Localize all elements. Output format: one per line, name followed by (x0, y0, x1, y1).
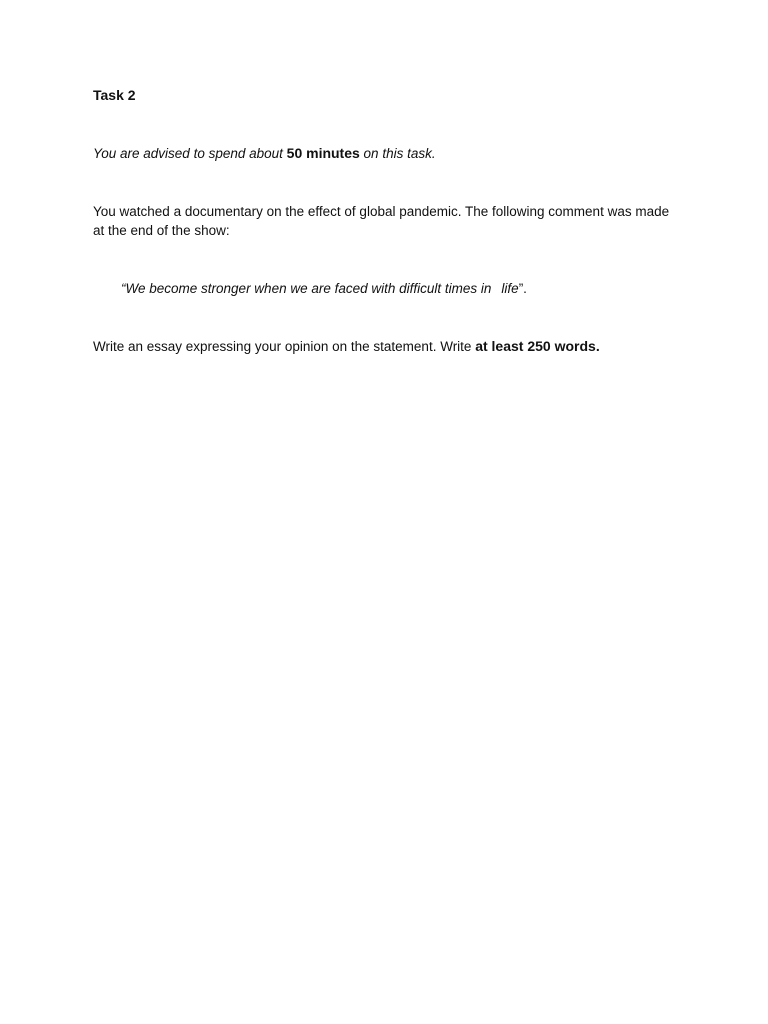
essay-instruction (93, 337, 683, 356)
time-advice (93, 144, 683, 163)
quote-open-mark: “ (121, 281, 126, 296)
time-advice-suffix: on this task. (359, 146, 436, 161)
task-title: Task 2 (93, 87, 136, 103)
task-context: You watched a documentary on the effect of global pandemic. The following comment was made at the end of the show: (93, 204, 670, 238)
time-advice-duration: 50 minutes (286, 145, 360, 161)
quoted-statement (121, 279, 711, 298)
quote-close-mark: ”. (518, 281, 527, 296)
quote-text-end: life (501, 281, 519, 296)
quote-text: We become stronger when we are faced with difficult times in (125, 281, 492, 296)
time-advice-prefix: You are advised to spend about (93, 146, 287, 161)
word-count-requirement: at least 250 words. (475, 338, 600, 354)
instruction-text: Write an essay expressing your opinion on the statement. Write (93, 339, 476, 354)
